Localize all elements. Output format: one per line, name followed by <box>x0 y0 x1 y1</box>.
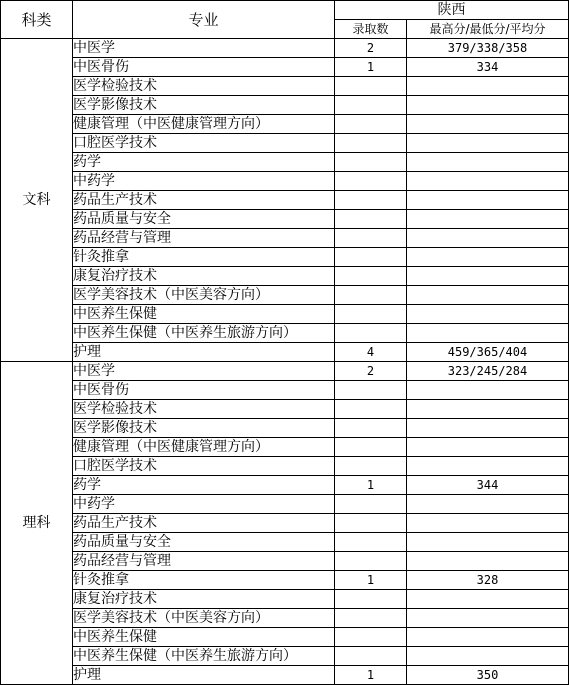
header-scores: 最高分/最低分/平均分 <box>407 20 569 39</box>
admitted-cell: 1 <box>335 58 407 77</box>
admitted-cell <box>335 153 407 172</box>
header-major: 专业 <box>73 1 335 39</box>
admitted-cell <box>335 96 407 115</box>
table-row <box>1 571 569 590</box>
scores-cell <box>407 647 569 666</box>
admitted-cell <box>335 115 407 134</box>
table-row <box>1 628 569 647</box>
major-cell: 医学影像技术 <box>73 96 335 115</box>
major-cell: 医学检验技术 <box>73 400 335 419</box>
major-cell: 中药学 <box>73 495 335 514</box>
scores-cell <box>407 229 569 248</box>
table-row <box>1 495 569 514</box>
admitted-cell <box>335 457 407 476</box>
major-cell: 药品生产技术 <box>73 514 335 533</box>
table-row <box>1 457 569 476</box>
major-cell: 医学检验技术 <box>73 77 335 96</box>
table-row <box>1 134 569 153</box>
scores-cell: 350 <box>407 666 569 685</box>
table-row <box>1 267 569 286</box>
table-row <box>1 305 569 324</box>
table-row <box>1 476 569 495</box>
table-row <box>1 647 569 666</box>
header-category: 科类 <box>1 1 73 39</box>
major-cell: 中医养生保健 <box>73 628 335 647</box>
major-cell: 药品生产技术 <box>73 191 335 210</box>
major-cell: 护理 <box>73 343 335 362</box>
scores-cell <box>407 628 569 647</box>
header-row <box>1 1 569 20</box>
table-row <box>1 58 569 77</box>
table-row <box>1 343 569 362</box>
scores-cell <box>407 438 569 457</box>
table-row <box>1 324 569 343</box>
major-cell: 针灸推拿 <box>73 248 335 267</box>
admitted-cell <box>335 419 407 438</box>
major-cell: 健康管理（中医健康管理方向） <box>73 115 335 134</box>
admitted-cell <box>335 628 407 647</box>
scores-cell <box>407 324 569 343</box>
major-cell: 药品经营与管理 <box>73 229 335 248</box>
major-cell: 中医养生保健 <box>73 305 335 324</box>
major-cell: 针灸推拿 <box>73 571 335 590</box>
scores-cell <box>407 153 569 172</box>
scores-cell <box>407 533 569 552</box>
table-row <box>1 96 569 115</box>
major-cell: 药学 <box>73 153 335 172</box>
table-row <box>1 191 569 210</box>
scores-cell <box>407 248 569 267</box>
admitted-cell <box>335 438 407 457</box>
header-province: 陕西 <box>335 1 569 20</box>
admitted-cell <box>335 514 407 533</box>
admitted-cell <box>335 590 407 609</box>
major-cell: 康复治疗技术 <box>73 267 335 286</box>
category-cell: 文科 <box>1 39 73 362</box>
scores-cell <box>407 495 569 514</box>
major-cell: 中医养生保健（中医养生旅游方向） <box>73 647 335 666</box>
scores-cell: 334 <box>407 58 569 77</box>
table-row <box>1 77 569 96</box>
admitted-cell: 1 <box>335 666 407 685</box>
admitted-cell <box>335 77 407 96</box>
admitted-cell <box>335 533 407 552</box>
major-cell: 中医学 <box>73 39 335 58</box>
admitted-cell <box>335 305 407 324</box>
scores-cell <box>407 134 569 153</box>
scores-cell <box>407 609 569 628</box>
major-cell: 中医养生保健（中医养生旅游方向） <box>73 324 335 343</box>
scores-cell: 344 <box>407 476 569 495</box>
admitted-cell <box>335 134 407 153</box>
major-cell: 药品质量与安全 <box>73 533 335 552</box>
admitted-cell <box>335 400 407 419</box>
table-row <box>1 286 569 305</box>
scores-cell <box>407 400 569 419</box>
table-row <box>1 552 569 571</box>
category-cell: 理科 <box>1 362 73 685</box>
scores-cell: 328 <box>407 571 569 590</box>
admitted-cell: 2 <box>335 362 407 381</box>
admitted-cell: 1 <box>335 571 407 590</box>
admitted-cell <box>335 324 407 343</box>
major-cell: 药学 <box>73 476 335 495</box>
admitted-cell <box>335 647 407 666</box>
scores-cell <box>407 267 569 286</box>
scores-cell <box>407 115 569 134</box>
scores-cell <box>407 96 569 115</box>
major-cell: 医学影像技术 <box>73 419 335 438</box>
scores-cell <box>407 457 569 476</box>
scores-cell: 459/365/404 <box>407 343 569 362</box>
table-row <box>1 533 569 552</box>
table-row <box>1 419 569 438</box>
major-cell: 中医学 <box>73 362 335 381</box>
admitted-cell <box>335 286 407 305</box>
table-row <box>1 362 569 381</box>
major-cell: 口腔医学技术 <box>73 457 335 476</box>
major-cell: 医学美容技术（中医美容方向） <box>73 286 335 305</box>
major-cell: 口腔医学技术 <box>73 134 335 153</box>
scores-cell: 379/338/358 <box>407 39 569 58</box>
table-row <box>1 39 569 58</box>
admitted-cell <box>335 229 407 248</box>
table-row <box>1 381 569 400</box>
table-row <box>1 229 569 248</box>
scores-cell <box>407 191 569 210</box>
scores-cell <box>407 286 569 305</box>
admitted-cell: 2 <box>335 39 407 58</box>
major-cell: 药品经营与管理 <box>73 552 335 571</box>
scores-cell <box>407 210 569 229</box>
table-row <box>1 438 569 457</box>
major-cell: 中医骨伤 <box>73 58 335 77</box>
scores-cell <box>407 419 569 438</box>
table-row <box>1 153 569 172</box>
admitted-cell <box>335 552 407 571</box>
major-cell: 医学美容技术（中医美容方向） <box>73 609 335 628</box>
admitted-cell <box>335 609 407 628</box>
major-cell: 康复治疗技术 <box>73 590 335 609</box>
table-row <box>1 666 569 685</box>
scores-cell: 323/245/284 <box>407 362 569 381</box>
scores-cell <box>407 77 569 96</box>
scores-cell <box>407 381 569 400</box>
scores-cell <box>407 514 569 533</box>
table-row <box>1 400 569 419</box>
admitted-cell <box>335 267 407 286</box>
admitted-cell <box>335 381 407 400</box>
admitted-cell: 1 <box>335 476 407 495</box>
scores-cell <box>407 172 569 191</box>
admitted-cell: 4 <box>335 343 407 362</box>
major-cell: 药品质量与安全 <box>73 210 335 229</box>
admitted-cell <box>335 191 407 210</box>
table-row <box>1 172 569 191</box>
table-body <box>1 1 569 685</box>
major-cell: 中药学 <box>73 172 335 191</box>
admitted-cell <box>335 210 407 229</box>
table-row <box>1 115 569 134</box>
admitted-cell <box>335 172 407 191</box>
table-row <box>1 609 569 628</box>
scores-cell <box>407 305 569 324</box>
table-row <box>1 210 569 229</box>
scores-cell <box>407 552 569 571</box>
major-cell: 护理 <box>73 666 335 685</box>
table-row <box>1 590 569 609</box>
table-row <box>1 248 569 267</box>
admitted-cell <box>335 495 407 514</box>
major-cell: 中医骨伤 <box>73 381 335 400</box>
scores-cell <box>407 590 569 609</box>
major-cell: 健康管理（中医健康管理方向） <box>73 438 335 457</box>
header-admitted: 录取数 <box>335 20 407 39</box>
table-row <box>1 514 569 533</box>
admitted-cell <box>335 248 407 267</box>
